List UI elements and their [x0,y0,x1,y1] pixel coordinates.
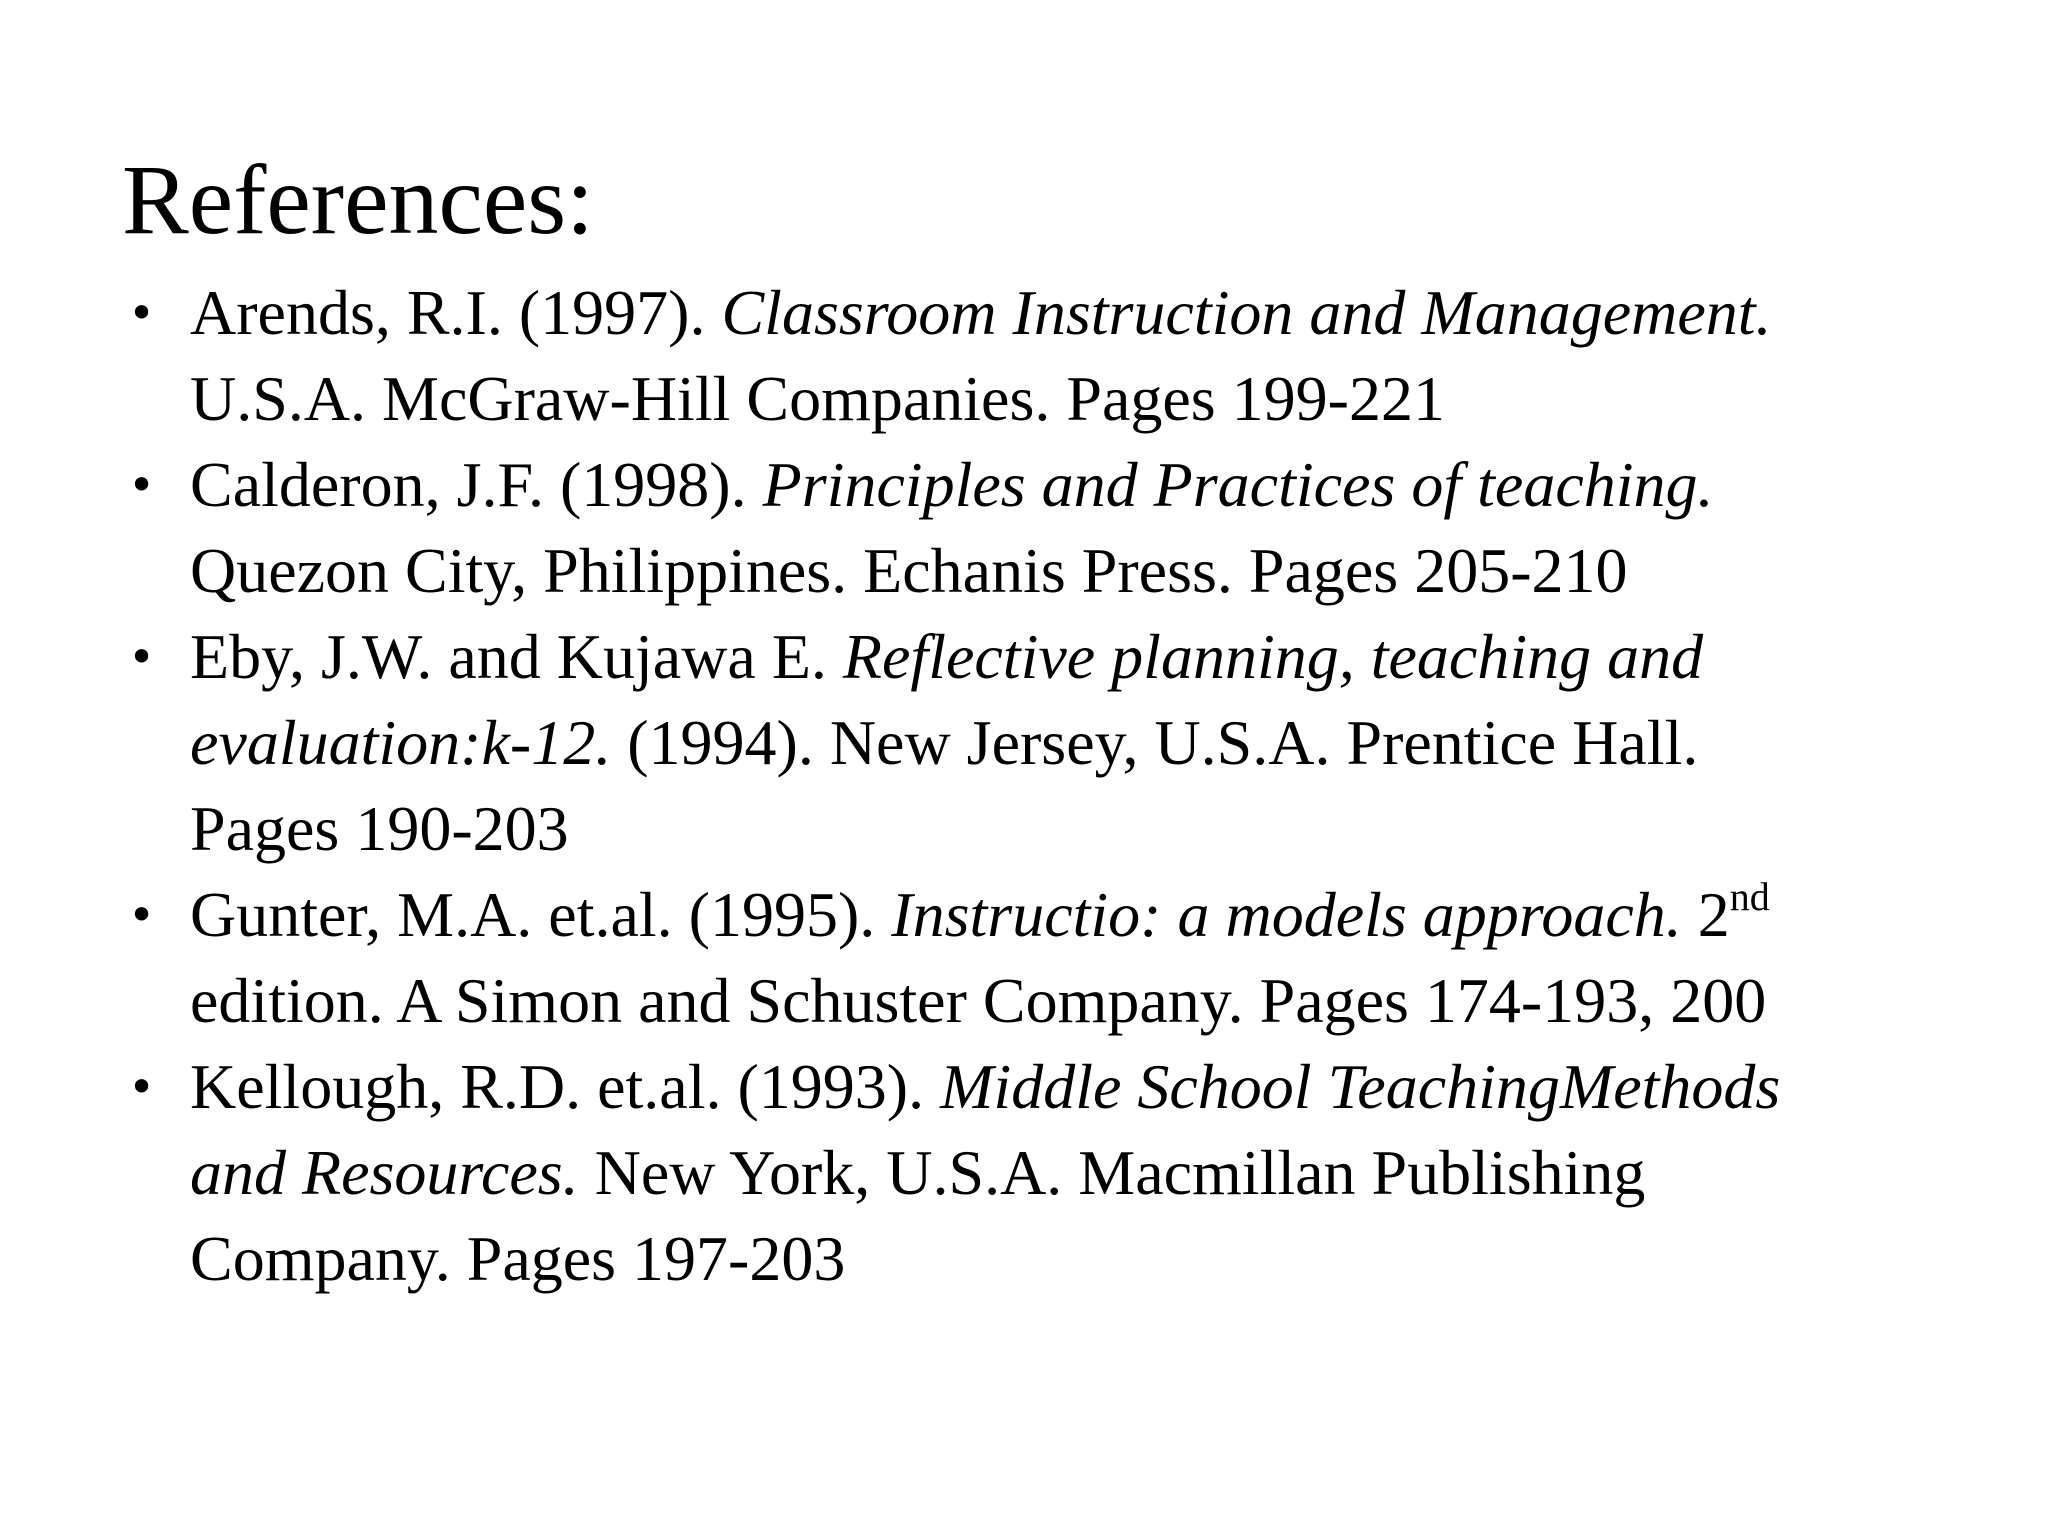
reference-text: U.S.A. McGraw-Hill Companies. Pages 199-221 [190,363,1445,434]
reference-title: Middle School TeachingMethods [940,1051,1781,1122]
bullet-icon: • [128,458,156,512]
bullet-icon: • [128,630,156,684]
slide-title: References: [122,144,594,255]
reference-text: (1994). New Jersey, U.S.A. Prentice Hall. [611,707,1699,778]
reference-item [128,1044,2010,1302]
reference-line [190,270,2010,356]
reference-text: Company. Pages 197-203 [190,1223,846,1294]
reference-line [190,528,2010,614]
reference-text: New York, U.S.A. Macmillan Publishing [578,1137,1646,1208]
reference-item [128,614,2010,872]
reference-title: evaluation:k-12. [190,707,612,778]
reference-title: Reflective planning, teaching and [842,621,1704,692]
reference-text: Pages 190-203 [190,793,569,864]
reference-text: Quezon City, Philippines. Echanis Press. Pages 205-210 [190,535,1628,606]
reference-line [190,700,2010,786]
reference-item [128,270,2010,442]
reference-text: Gunter, M.A. et.al. (1995). [190,879,892,950]
reference-title: Instructio: a models approach. [891,879,1682,950]
reference-text: Kellough, R.D. et.al. (1993). [190,1051,941,1122]
edition-number: 2 [1681,879,1730,950]
reference-line [190,872,2010,958]
bullet-icon: • [128,888,156,942]
reference-item [128,872,2010,1044]
reference-line [190,614,2010,700]
reference-line [190,786,2010,872]
reference-text: Calderon, J.F. (1998). [190,449,763,520]
reference-text: edition. A Simon and Schuster Company. Pages 174-193, 200 [190,965,1767,1036]
reference-title: and Resources. [190,1137,579,1208]
bullet-icon: • [128,1060,156,1114]
reference-line [190,442,2010,528]
reference-line [190,1130,2010,1216]
reference-line [190,958,2010,1044]
reference-list [128,270,2010,1302]
reference-text: Eby, J.W. and Kujawa E. [190,621,843,692]
reference-title: Classroom Instruction and Management. [721,277,1772,348]
reference-title: Principles and Practices of teaching. [762,449,1714,520]
reference-line [190,1044,2010,1130]
reference-item [128,442,2010,614]
edition-suffix: nd [1729,874,1770,919]
reference-line [190,1216,2010,1302]
bullet-icon: • [128,286,156,340]
reference-text: Arends, R.I. (1997). [190,277,722,348]
reference-line [190,356,2010,442]
